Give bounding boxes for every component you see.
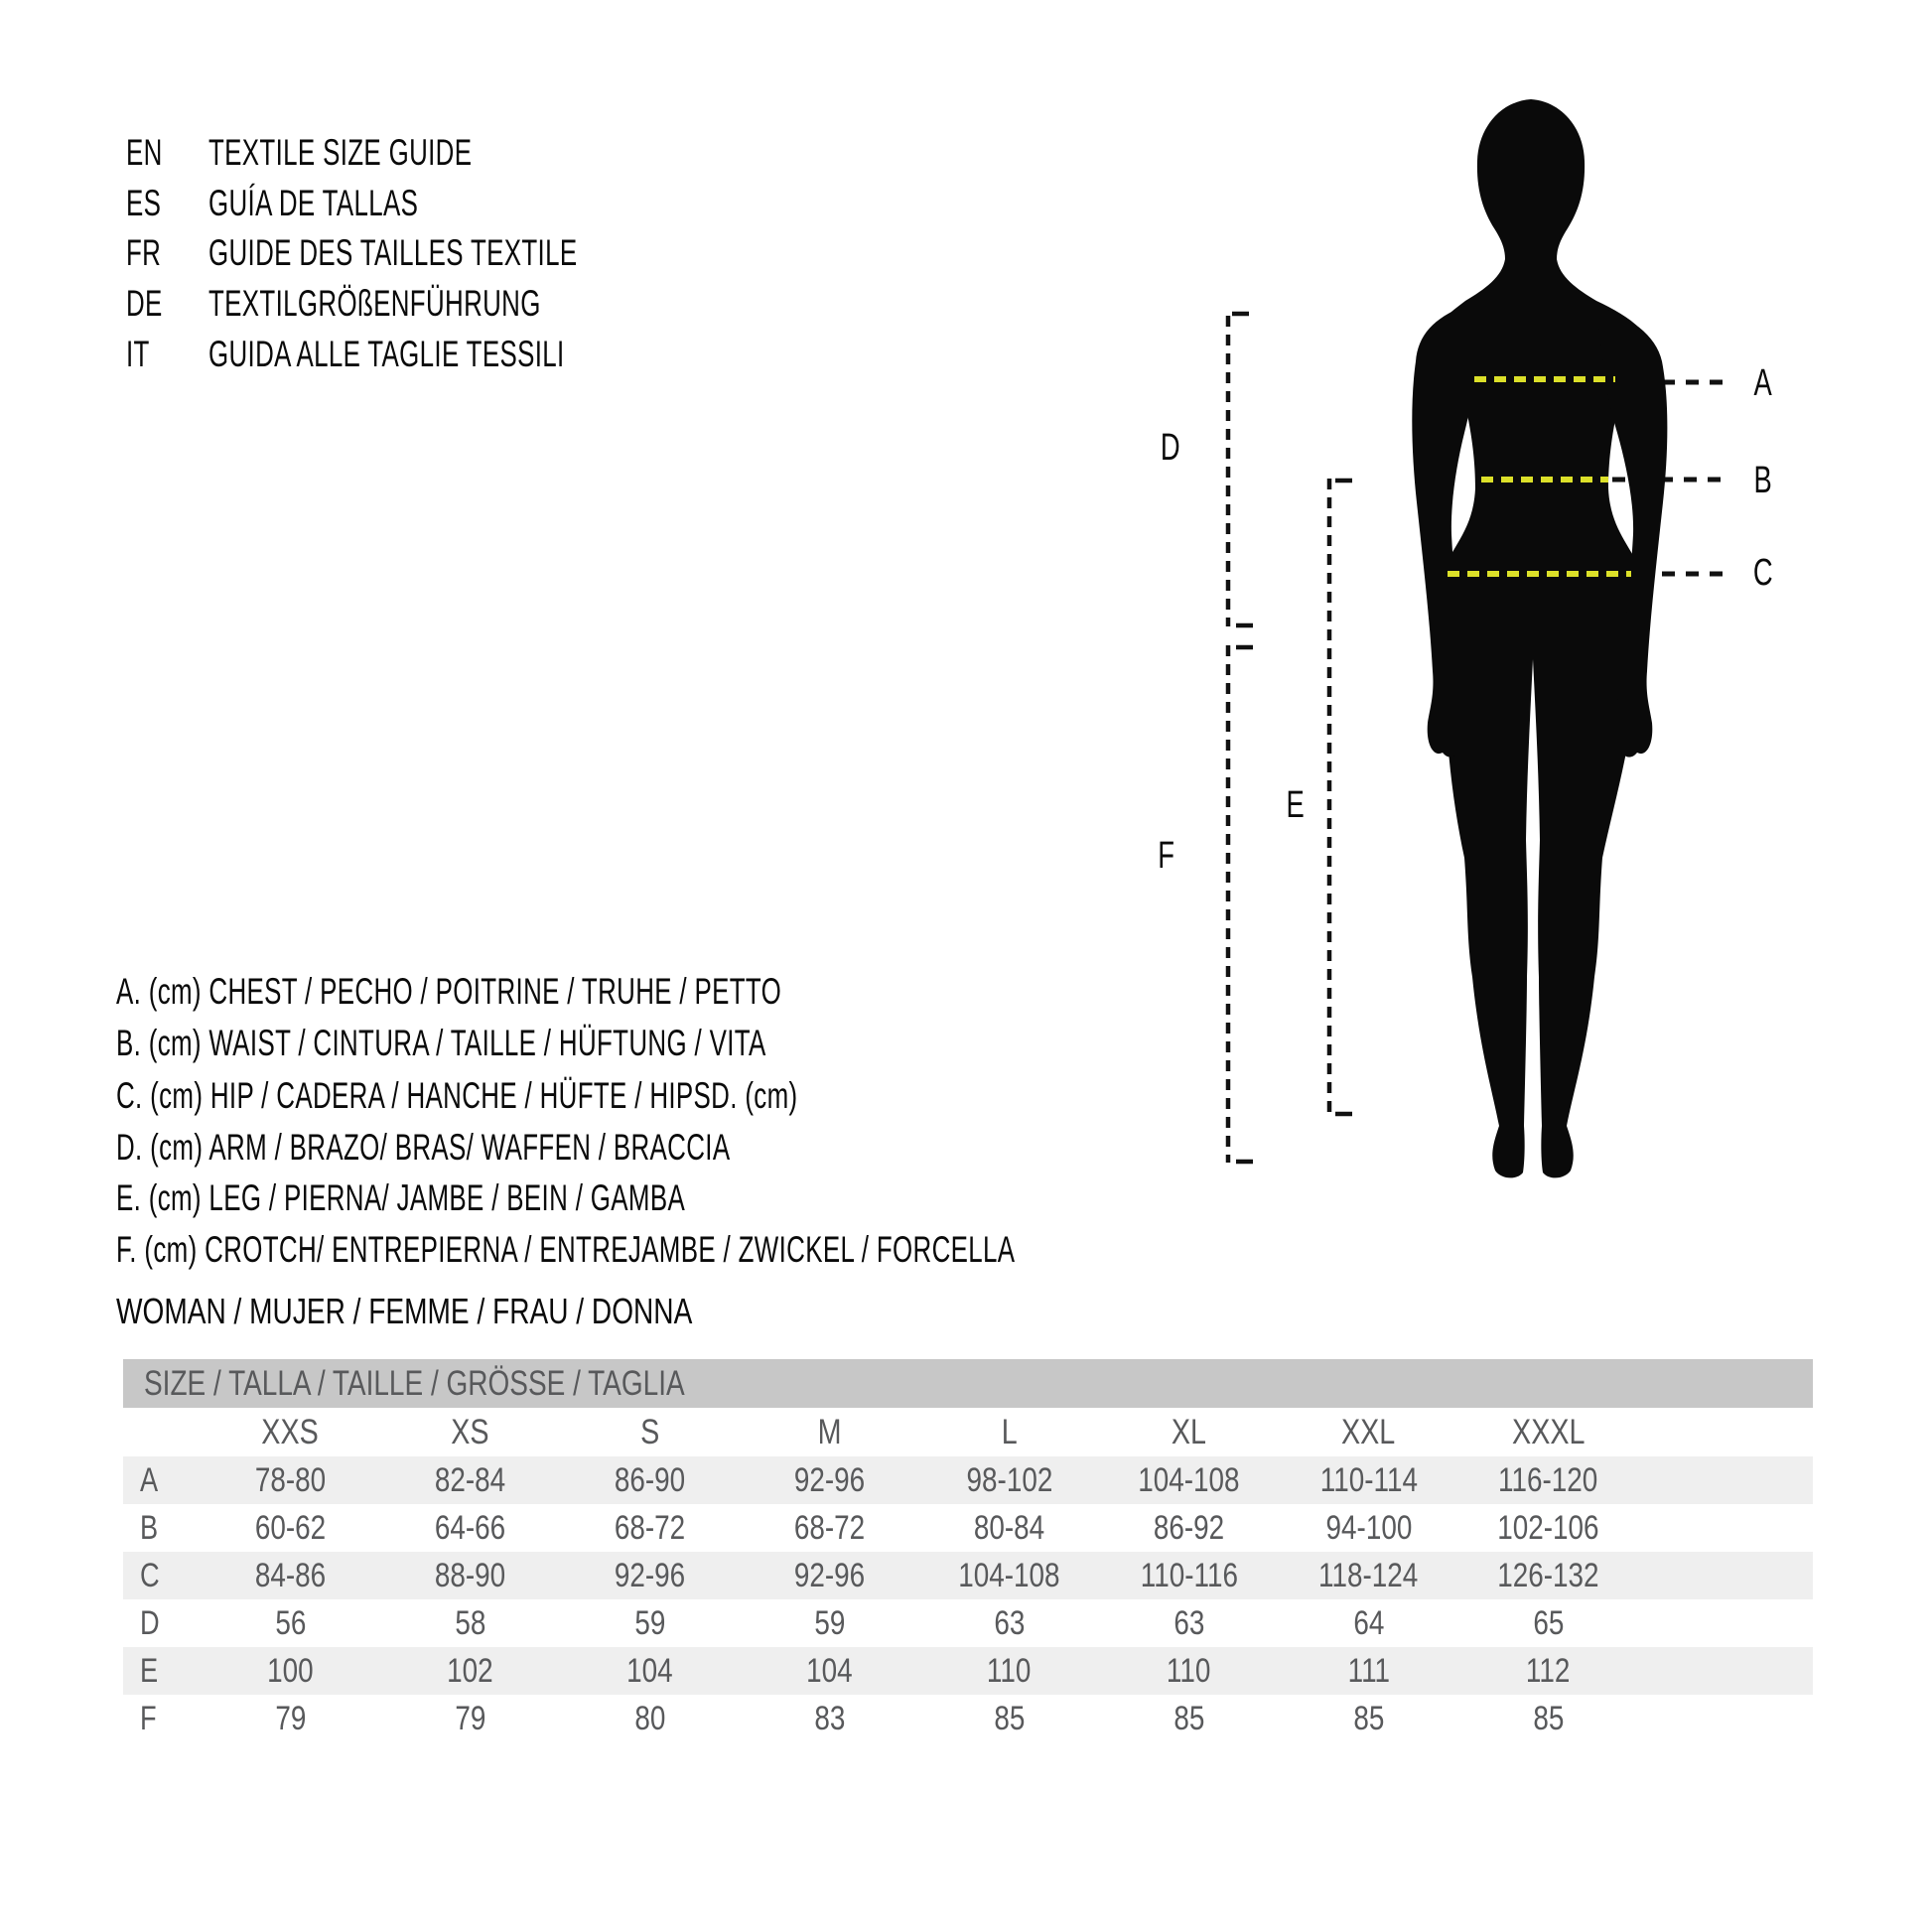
description-waist: B. (cm) WAIST / CINTURA / TAILLE / HÜFTUNG / VITA [116, 1023, 766, 1063]
cell: 59 [633, 1604, 666, 1642]
cell: 63 [993, 1604, 1026, 1642]
language-code: FR [126, 232, 162, 273]
description-chest: A. (cm) CHEST / PECHO / POITRINE / TRUHE / PETTO [116, 971, 782, 1012]
cell: 85 [1173, 1700, 1205, 1737]
cell: 80 [633, 1700, 666, 1737]
row-label: D [140, 1604, 160, 1642]
cell: 104 [740, 1647, 919, 1695]
cell: 104 [560, 1647, 740, 1695]
row-label: A [123, 1456, 201, 1504]
size-table [123, 1359, 1813, 1742]
cell: 64-66 [434, 1509, 506, 1547]
size-col-header: XS [451, 1413, 489, 1451]
cell: 126-132 [1458, 1552, 1638, 1599]
gender-heading: WOMAN / MUJER / FEMME / FRAU / DONNA [116, 1291, 693, 1331]
cell: 104-108 [919, 1552, 1099, 1599]
body-silhouette-diagram [1142, 89, 1837, 1191]
cell: 110 [1099, 1647, 1279, 1695]
description-hip: C. (cm) HIP / CADERA / HANCHE / HÜFTE / HIPSD. (cm) [116, 1075, 798, 1116]
size-col-header: XL [1171, 1413, 1207, 1451]
language-title: TEXTILGRÖßENFÜHRUNG [208, 283, 541, 324]
size-col-header: XXS [261, 1413, 320, 1451]
language-title: GUIDA ALLE TAGLIE TESSILI [208, 334, 565, 374]
corner-cell [123, 1408, 201, 1456]
language-title: TEXTILE SIZE GUIDE [208, 132, 473, 173]
description-arm: D. (cm) ARM / BRAZO/ BRAS/ WAFFEN / BRACCIA [116, 1127, 731, 1168]
cell: 79 [454, 1700, 486, 1737]
cell: 56 [274, 1604, 307, 1642]
size-table-header-bar: SIZE / TALLA / TAILLE / GRÖSSE / TAGLIA [123, 1359, 1813, 1408]
cell: 78-80 [201, 1456, 380, 1504]
filler-cell [1638, 1504, 1813, 1552]
cell: 94-100 [1325, 1509, 1412, 1547]
cell: 58 [454, 1604, 486, 1642]
cell: 84-86 [201, 1552, 380, 1599]
language-title: GUÍA DE TALLAS [208, 183, 419, 223]
language-title: GUIDE DES TAILLES TEXTILE [208, 232, 578, 273]
filler-cell [1638, 1647, 1813, 1695]
filler-cell [1638, 1552, 1813, 1599]
label-waist: B [1753, 460, 1773, 501]
size-col-header: XXXL [1511, 1413, 1586, 1451]
label-arm: D [1161, 427, 1180, 469]
cell: 83 [813, 1700, 846, 1737]
cell: 85 [1532, 1700, 1565, 1737]
size-col-header: XXL [1341, 1413, 1396, 1451]
size-col-header: M [817, 1413, 842, 1451]
cell: 59 [813, 1604, 846, 1642]
cell: 85 [1352, 1700, 1385, 1737]
row-label: E [123, 1647, 201, 1695]
cell: 112 [1458, 1647, 1638, 1695]
filler-cell [1638, 1599, 1813, 1647]
cell: 86-92 [1153, 1509, 1225, 1547]
label-chest: A [1753, 362, 1773, 404]
cell: 118-124 [1279, 1552, 1458, 1599]
filler-cell [1638, 1456, 1813, 1504]
cell: 110 [919, 1647, 1099, 1695]
cell: 60-62 [254, 1509, 327, 1547]
row-label: F [140, 1700, 157, 1737]
cell: 65 [1532, 1604, 1565, 1642]
cell: 64 [1352, 1604, 1385, 1642]
language-code: ES [126, 183, 162, 223]
cell: 110-114 [1279, 1456, 1458, 1504]
cell: 100 [201, 1647, 380, 1695]
cell: 104-108 [1099, 1456, 1279, 1504]
label-crotch: F [1158, 835, 1175, 877]
cell: 111 [1279, 1647, 1458, 1695]
cell: 86-90 [560, 1456, 740, 1504]
row-label: C [123, 1552, 201, 1599]
cell: 92-96 [560, 1552, 740, 1599]
cell: 98-102 [919, 1456, 1099, 1504]
cell: 116-120 [1458, 1456, 1638, 1504]
row-label: B [140, 1509, 159, 1547]
filler-cell [1638, 1408, 1813, 1456]
language-code: DE [126, 283, 163, 324]
dimension-lines [1228, 314, 1352, 1163]
cell: 80-84 [973, 1509, 1045, 1547]
cell: 68-72 [614, 1509, 686, 1547]
cell: 92-96 [740, 1552, 919, 1599]
woman-silhouette [1412, 99, 1667, 1177]
language-code: EN [126, 132, 163, 173]
label-hip: C [1753, 552, 1773, 594]
cell: 63 [1173, 1604, 1205, 1642]
size-col-header: S [639, 1413, 660, 1451]
cell: 85 [993, 1700, 1026, 1737]
description-leg: E. (cm) LEG / PIERNA/ JAMBE / BEIN / GAMBA [116, 1177, 686, 1218]
language-code: IT [126, 334, 150, 374]
size-col-header: L [1001, 1413, 1018, 1451]
cell: 68-72 [793, 1509, 866, 1547]
filler-cell [1638, 1695, 1813, 1742]
label-leg: E [1286, 784, 1306, 826]
description-crotch: F. (cm) CROTCH/ ENTREPIERNA / ENTREJAMBE / ZWICKEL / FORCELLA [116, 1229, 1016, 1270]
cell: 92-96 [740, 1456, 919, 1504]
cell: 88-90 [380, 1552, 560, 1599]
cell: 82-84 [380, 1456, 560, 1504]
cell: 102-106 [1497, 1509, 1599, 1547]
cell: 110-116 [1099, 1552, 1279, 1599]
cell: 102 [380, 1647, 560, 1695]
cell: 79 [274, 1700, 307, 1737]
